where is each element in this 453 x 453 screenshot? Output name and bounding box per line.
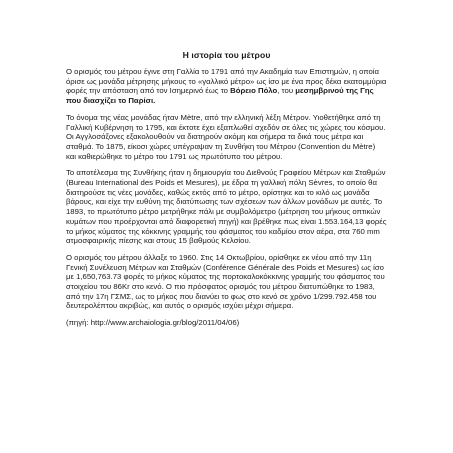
bold-north-pole: Βόρειο Πόλο — [230, 86, 278, 96]
paragraph-text: , του — [277, 86, 296, 96]
paragraph-definition-1791 — [66, 67, 387, 106]
source-citation: (πηγή: http://www.archaiologia.gr/blog/2011/04/06) — [66, 318, 240, 328]
document-title: Η ιστορία του μέτρου — [182, 50, 271, 60]
paragraph-modern-definition: Ο ορισμός του μέτρου άλλαξε το 1960. Στις 14 Οκτωβρίου, ορίσθηκε εκ νέου από την 11η Γενική Συνέλευση Μέτρων και Σταθμών (Conférence Générale des Poids et Mesures) ως ίσο με 1,650,763.73 φορές το μήκος κύματος της πορτοκαλοκόκκινης γραμμής του φάσματος του στοιχείου του 86Kr στο κενό. Ο πιο πρόσφατος ορισμός του μέτρου διατυπώθηκε το 1983, από την 17η ΓΣΜΣ, ως το μήκος που διανύει το φως στο κενό σε χρόνο 1/299.792.458 του δευτερολέπτου ακριβώς, και αυτός ο ορισμός ισχύει μέχρι σήμερα. — [66, 252, 385, 311]
document-body — [66, 50, 387, 328]
paragraph-text: Ο ορισμός του μέτρου έγινε στη Γαλλία το 1791 από την Ακαδημία των Επιστημών, η οποία όρισε ως μονάδα μέτρησης μήκους το «γαλλικό μέτρο» ως ίσο με ένα προς δέκα εκατομμύρια φορές την απόσταση από τον Ισημερινό έως το — [66, 67, 387, 96]
paragraph-treaty-result: Το αποτέλεσμα της Συνθήκης ήταν η δημιουργία του Διεθνούς Γραφείου Μέτρων και Σταθμών (Bureau International des Poids et Mesures), με έδρα τη γαλλική πόλη Sèvres, το οποίο θα διατηρούσε τις νέες μονάδες, καθώς εκτός από το μέτρο, ορίστηκε και το κιλό ως μονάδα βάρους, και είχε την ευθύνη της διατύπωσης των σχέσεων των άλλων μονάδων με αυτές. Το 1893, το πρωτότυπο μέτρο μετρήθηκε πάλι με συμβολόμετρο (μέτρηση του μήκους οπτικών κυμάτων που προέρχονται από διαφορετική πηγή) και βρέθηκε πως είναι 1.553.164,13 φορές το μήκος κύματος της κόκκινης γραμμής του φάσματος του καδμίου στον αέρα, στα 760 mm ατμοσφαιρικής πίεσης και στους 15 βαθμούς Κελσίου. — [66, 168, 387, 246]
bold-paris-meridian: μεσημβρινού της Γης που διασχίζει το Παρίσι. — [66, 86, 374, 106]
paragraph-name-origin: Το όνομα της νέας μονάδας ήταν Mètre, από την ελληνική λέξη Μέτρον. Υιοθετήθηκε από τη Γαλλική Κυβέρνηση το 1795, και έκτοτε έχει εξαπλωθεί σχεδόν σε όλες τις χώρες του κόσμου. Οι Αγγλοσάξονες εξακολουθούν να διατηρούν ακόμη και σήμερα τα δικά τους μέτρα και σταθμά. Το 1875, είκοσι χώρες υπέγραψαν τη Συνθήκη του Μέτρου (Convention du Mètre) και καθιερώθηκε το μέτρο του 1791 ως πρωτότυπο του μέτρου. — [66, 112, 386, 161]
